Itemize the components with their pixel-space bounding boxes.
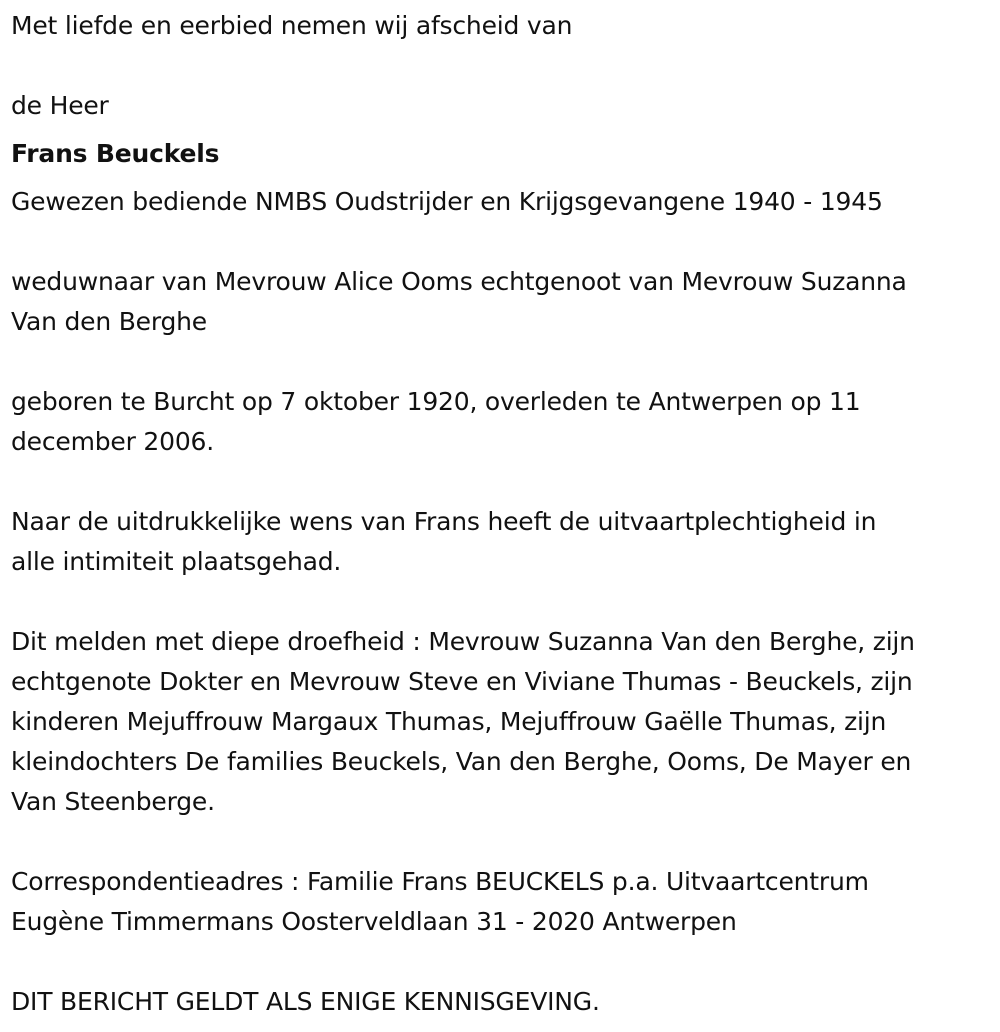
ceremony-line: Naar de uitdrukkelijke wens van Frans heeft de uitvaartplechtigheid in <box>11 507 877 536</box>
marital-line: Van den Berghe <box>11 307 207 336</box>
birth-death-line: geboren te Burcht op 7 oktober 1920, overleden te Antwerpen op 11 <box>11 387 861 416</box>
correspondence-line: Correspondentieadres : Familie Frans BEUCKELS p.a. Uitvaartcentrum <box>11 867 869 896</box>
announcement-line: Dit melden met diepe droefheid : Mevrouw Suzanna Van den Berghe, zijn <box>11 627 915 656</box>
announcement-line: kleindochters De families Beuckels, Van den Berghe, Ooms, De Mayer en <box>11 747 912 776</box>
announcement-line: kinderen Mejuffrouw Margaux Thumas, Mejuffrouw Gaëlle Thumas, zijn <box>11 707 887 736</box>
marital-line: weduwnaar van Mevrouw Alice Ooms echtgenoot van Mevrouw Suzanna <box>11 267 907 296</box>
correspondence-line: Eugène Timmermans Oosterveldlaan 31 - 2020 Antwerpen <box>11 907 737 936</box>
ceremony-paragraph <box>11 502 991 582</box>
marital-paragraph <box>11 262 991 342</box>
ceremony-line: alle intimiteit plaatsgehad. <box>11 547 342 576</box>
announcement-paragraph <box>11 622 991 822</box>
correspondence-paragraph <box>11 862 991 942</box>
birth-death-line: december 2006. <box>11 427 214 456</box>
title-prefix: de Heer <box>11 91 109 120</box>
announcement-line: echtgenote Dokter en Mevrouw Steve en Viviane Thumas - Beuckels, zijn <box>11 667 913 696</box>
deceased-name: Frans Beuckels <box>11 139 220 168</box>
closing-notice: DIT BERICHT GELDT ALS ENIGE KENNISGEVING. <box>11 987 600 1016</box>
obituary-document <box>11 0 991 1022</box>
intro-text: Met liefde en eerbied nemen wij afscheid van <box>11 11 573 40</box>
occupation-text: Gewezen bediende NMBS Oudstrijder en Krijgsgevangene 1940 - 1945 <box>11 187 883 216</box>
birth-death-paragraph <box>11 382 991 462</box>
announcement-line: Van Steenberge. <box>11 787 215 816</box>
